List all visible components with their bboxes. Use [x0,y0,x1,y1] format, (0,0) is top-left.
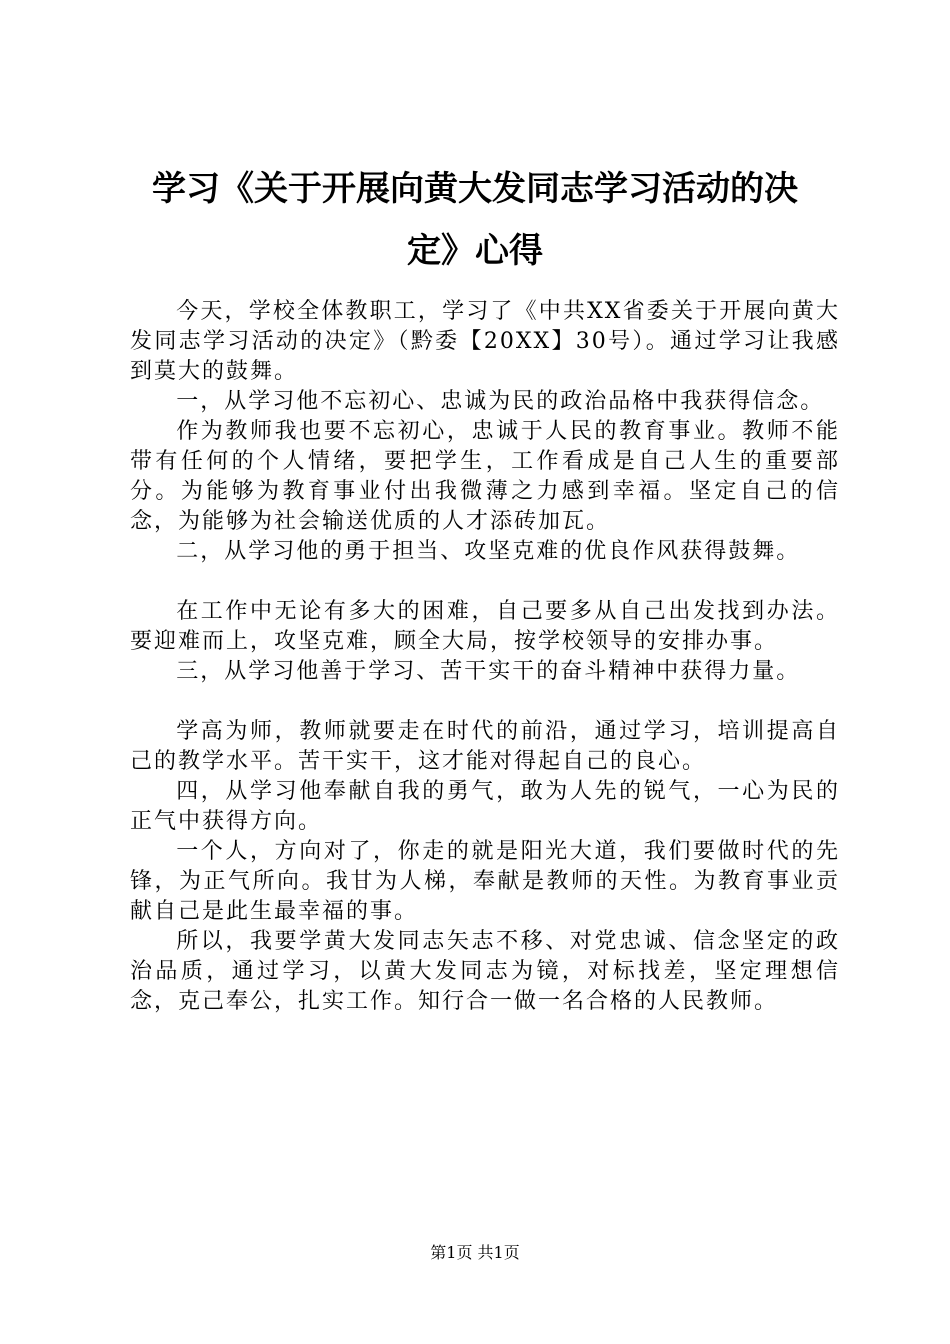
title-line-2: 定》心得 [407,231,543,271]
paragraph-point-3-detail: 学高为师，教师就要走在时代的前沿，通过学习，培训提高自己的教学水平。苦干实干，这才能对得起自己的良心。 [130,719,840,774]
document-body [130,297,840,1017]
paragraph-point-2: 二，从学习他的勇于担当、攻坚克难的优良作风获得鼓舞。 [176,539,801,564]
paragraph-point-4-detail: 一个人，方向对了，你走的就是阳光大道，我们要做时代的先锋，为正气所向。我甘为人梯，奉献是教师的天性。为教育事业贡献自己是此生最幸福的事。 [130,839,840,924]
page-number-footer: 第1页 共1页 [430,1243,520,1262]
paragraph-point-2-detail: 在工作中无论有多大的困难，自己要多从自己出发找到办法。要迎难而上，攻坚克难，顾全大局，按学校领导的安排办事。 [130,599,840,654]
paragraph-point-1-detail: 作为教师我也要不忘初心，忠诚于人民的教育事业。教师不能带有任何的个人情绪，要把学生，工作看成是自己人生的重要部分。为能够为教育事业付出我微薄之力感到幸福。坚定自己的信念，为能够为社会输送优质的人才添砖加瓦。 [130,419,840,534]
paragraph-intro: 今天，学校全体教职工，学习了《中共XX省委关于开展向黄大发同志学习活动的决定》（黔委【20XX】30号）。通过学习让我感到莫大的鼓舞。 [130,299,840,384]
title-line-1: 学习《关于开展向黄大发同志学习活动的决 [152,169,798,209]
document-title [115,158,835,282]
paragraph-point-1: 一，从学习他不忘初心、忠诚为民的政治品格中我获得信念。 [176,389,825,414]
paragraph-point-4: 四，从学习他奉献自我的勇气，敢为人先的锐气，一心为民的正气中获得方向。 [130,779,840,834]
paragraph-conclusion: 所以，我要学黄大发同志矢志不移、对党忠诚、信念坚定的政治品质，通过学习，以黄大发同志为镜，对标找差，坚定理想信念，克己奉公，扎实工作。知行合一做一名合格的人民教师。 [130,929,840,1014]
paragraph-point-3: 三，从学习他善于学习、苦干实干的奋斗精神中获得力量。 [176,659,801,684]
